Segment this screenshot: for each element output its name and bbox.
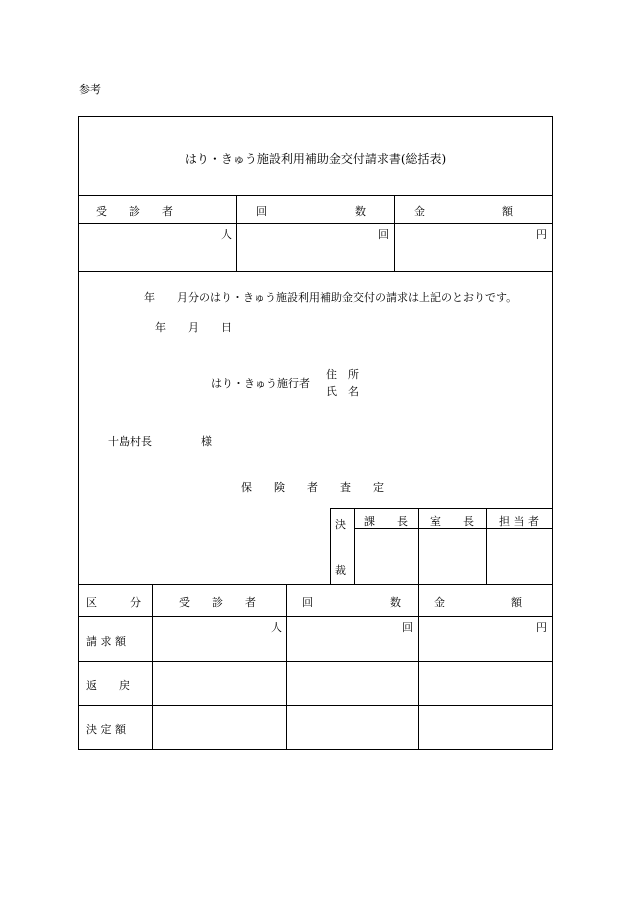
summary-header-patients: 受 診 者 (96, 205, 173, 218)
date-line: 年 月 日 (155, 321, 232, 334)
detail-unit-count: 回 (402, 621, 413, 634)
detail-row-label: 決 定 額 (86, 723, 126, 736)
detail-header-count: 回 数 (302, 596, 401, 609)
detail-header-category: 区 分 (86, 596, 141, 609)
addressee: 十島村長 (108, 435, 152, 448)
summary-unit-patients: 人 (221, 228, 232, 241)
form-title: はり・きゅう施設利用補助金交付請求書(総括表) (184, 152, 447, 166)
detail-row-label: 返 戻 (86, 679, 130, 692)
detail-header-amount: 金 額 (434, 596, 522, 609)
summary-unit-count: 回 (378, 228, 389, 241)
address-label: 住 所 (326, 368, 359, 381)
summary-header-amount: 金 額 (414, 205, 513, 218)
summary-unit-amount: 円 (536, 228, 547, 241)
approval-person-in-charge: 担 当 者 (499, 515, 539, 528)
summary-header-count: 回 数 (256, 205, 366, 218)
assessment-title: 保 険 者 査 定 (241, 481, 384, 494)
honorific: 様 (201, 435, 212, 448)
reference-label: 参考 (79, 83, 101, 96)
provider-label: はり・きゅう施行者 (211, 377, 310, 390)
approval-office-chief: 室 長 (430, 515, 474, 528)
declaration-text: 年 月分のはり・きゅう施設利用補助金交付の請求は上記のとおりです。 (144, 291, 518, 304)
approval-label-bottom: 裁 (335, 564, 346, 577)
approval-section-chief: 課 長 (364, 515, 408, 528)
approval-label-top: 決 (335, 518, 346, 531)
detail-row-label: 請 求 額 (86, 635, 126, 648)
name-label: 氏 名 (326, 385, 359, 398)
detail-header-patients: 受 診 者 (179, 596, 256, 609)
detail-unit-patients: 人 (271, 621, 282, 634)
detail-unit-amount: 円 (536, 621, 547, 634)
